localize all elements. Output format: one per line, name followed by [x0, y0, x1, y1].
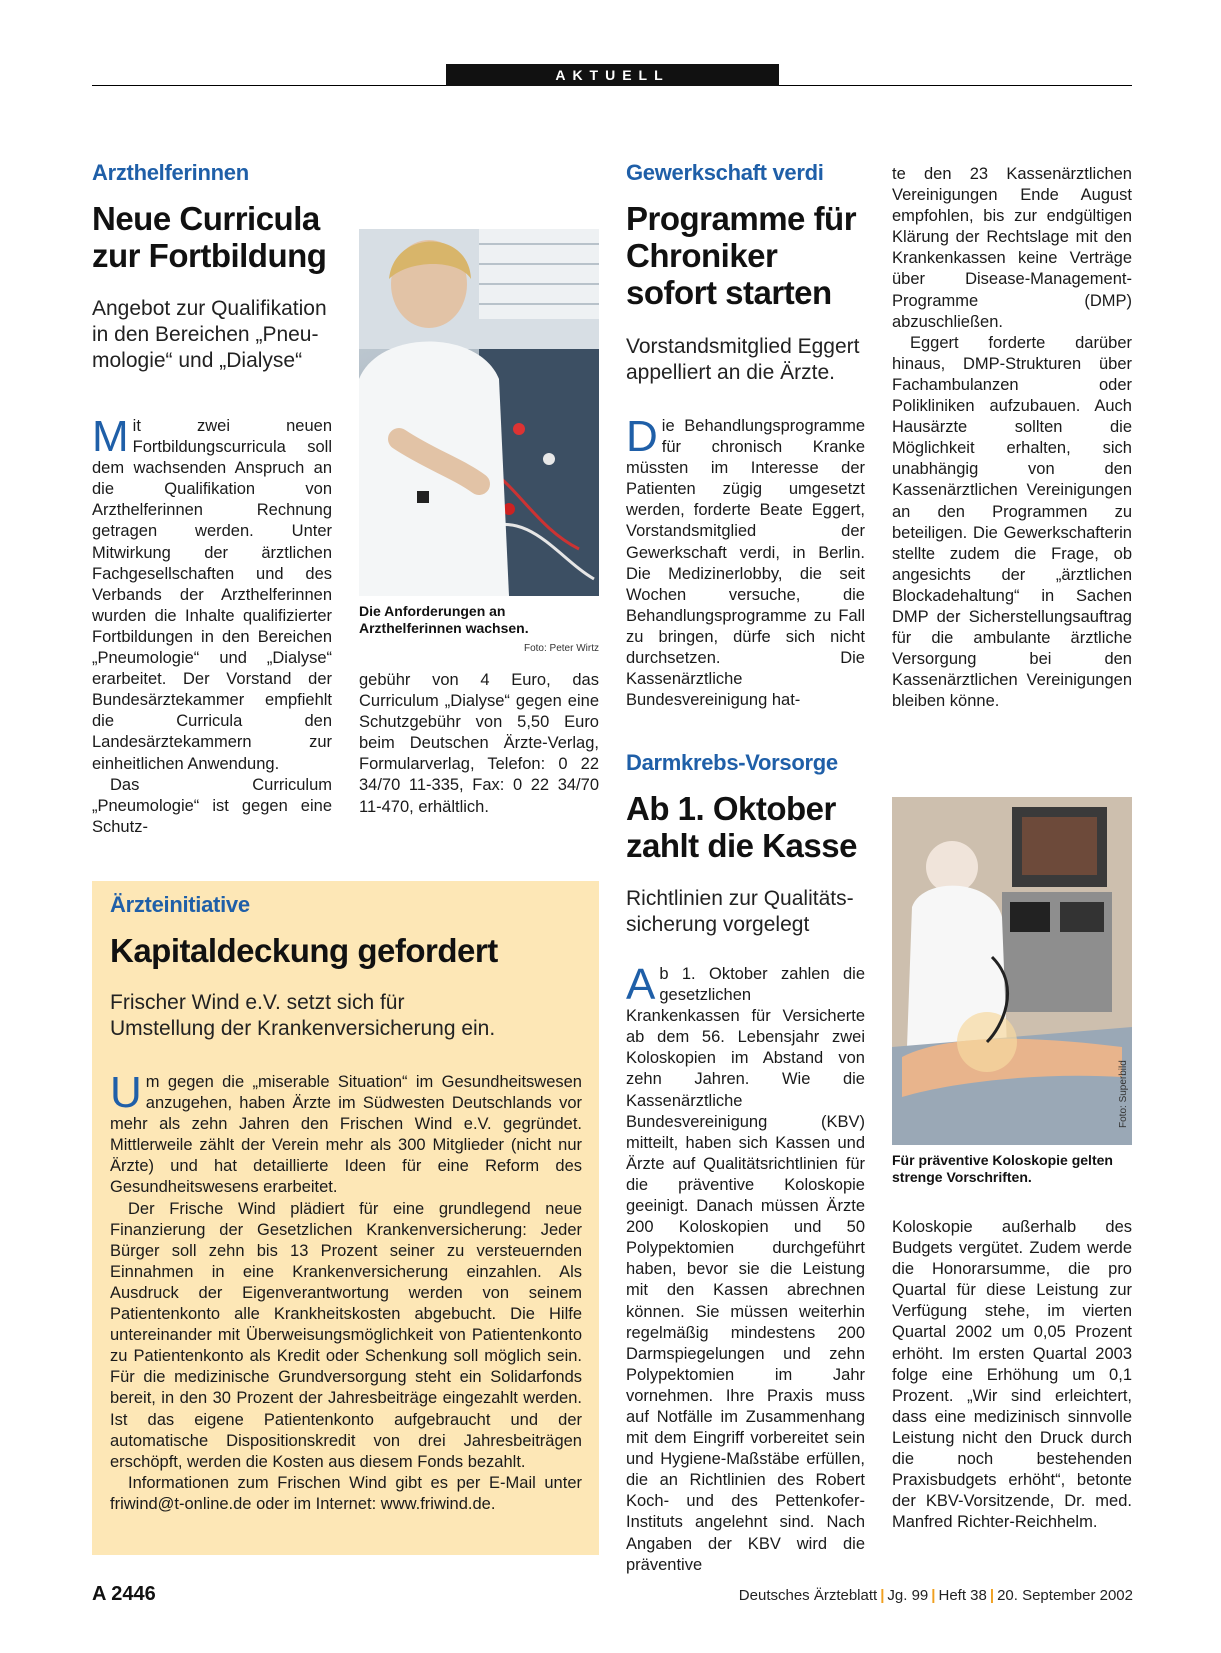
article3-paragraph: Informationen zum Frischen Wind gibt es per E-Mail unter friwind@t-online.de oder im Internet: www.friwind.de.: [110, 1473, 582, 1513]
article2-headline-line: Chroniker: [626, 237, 778, 274]
article1-photo-credit: Foto: Peter Wirtz: [523, 643, 599, 654]
journal-name: Deutsches Ärzteblatt: [738, 1587, 878, 1604]
article2-paragraph: Eggert forderte darüber hinaus, DMP-Strukturen über Fachambulanzen oder Polikliniken aufzubauen. Auch Hausärzte sollten die Möglichkeit erhalten, sich unabhängig von den Kassenärztlichen Vereinigungen an den Programmen zu beteiligen. Die Gewerkschafterin stellte zudem die Frage, ob angesichts der „ärztlichen Blockadehaltung“ in Sachen DMP der Sicherstellungsauftrag für die ambulante ärztliche Versorgung bei den Kassenärztlichen Vereinigungen bleiben könne.: [892, 333, 1132, 711]
article1-deck-line: Angebot zur Qualifikation: [92, 297, 327, 320]
article2-body-col2: [892, 164, 1132, 712]
article3-headline: Kapitaldeckung gefordert: [110, 932, 498, 969]
page-number: A 2446: [92, 1583, 156, 1605]
article4-body-col1: [626, 960, 865, 1576]
article4-body-col2: [892, 1217, 1132, 1533]
section-label: AKTUELL: [446, 64, 779, 86]
article1-headline-line: Neue Curricula: [92, 200, 320, 237]
arzthelferin-photo: [359, 229, 599, 596]
article3-deck-line: Umstellung der Krankenversicherung ein.: [110, 1017, 496, 1040]
article1-deck-line: in den Bereichen „Pneu-: [92, 323, 319, 346]
article4-paragraph: b 1. Oktober zahlen die gesetzlichen Krankenkassen für Versicherte ab dem 56. Lebensjahr zwei Koloskopien im Abstand von zehn Jahren. Wie die Kassenärztliche Bundesvereinigung (KBV) mitteilt, haben sich Kassen und Ärzte auf Qualitätsrichtlinien für die präventive Koloskopie geeinigt. Danach müssen Ärzte 200 Koloskopien und 50 Polypektomien durchgeführt haben, bevor sie die Leistung mit den Kassen abrechnen können. Sie müssen weiterhin regelmäßig mindestens 200 Darmspiegelungen und zehn Polypektomien im Jahr vornehmen. Ihre Praxis muss auf Notfälle im Zusammenhang mit dem Eingriff vorbereitet sein und Hygiene-Maßstäbe erfüllen, die an Richtlinien des Robert Koch- und des Pettenkofer-Instituts angelehnt sind. Nach Angaben der KBV wird die präventive: [626, 965, 865, 1574]
article2-kicker: Gewerkschaft verdi: [626, 160, 824, 185]
article3-deck: [110, 990, 590, 1042]
article2-paragraph: ie Behandlungsprogramme für chronisch Kranke müssten im Interesse der Patienten zügig umgesetzt werden, forderte Beate Eggert, Vorstandsmitglied der Gewerkschaft verdi, in Berlin. Die Medizinerlobby, die seit Wochen versuche, die Behandlungsprogramme zu Fall zu bringen, dürfe sich nicht durchsetzen. Die Kassenärztliche Bundesvereinigung hat-: [626, 417, 865, 710]
journal-date: 20. September 2002: [997, 1587, 1133, 1604]
footer-separator: |: [989, 1587, 995, 1604]
article1-deck: [92, 296, 352, 374]
article4-headline: [626, 790, 876, 864]
article2-headline-line: Programme für: [626, 200, 857, 237]
article1-deck-line: mologie“ und „Dialyse“: [92, 349, 303, 372]
journal-volume: Jg. 99: [887, 1587, 929, 1604]
koloskopie-photo: [892, 797, 1132, 1145]
article1-body-col1: [92, 412, 332, 838]
article2-headline: [626, 200, 876, 311]
article2-paragraph: te den 23 Kassenärztlichen Vereinigungen Ende August empfohlen, bis zur endgültigen Klärung der Rechtslage mit den Krankenkassen keine Verträge über Disease-Management-Programme (DMP) abzuschließen.: [892, 165, 1132, 331]
article1-headline-line: zur Fortbildung: [92, 237, 327, 274]
article4-dropcap: A: [626, 960, 656, 1009]
article4-deck-line: sicherung vorgelegt: [626, 913, 810, 936]
article4-headline-line: zahlt die Kasse: [626, 827, 857, 864]
article1-dropcap: M: [92, 412, 129, 461]
article3-kicker: Ärzteinitiative: [110, 892, 250, 917]
article2-body-col1: [626, 412, 865, 711]
article3-body: [110, 1068, 582, 1515]
article1-kicker: Arzthelferinnen: [92, 160, 249, 185]
article4-photo-credit: Foto: Superbild: [1118, 1060, 1129, 1128]
article3-dropcap: U: [110, 1068, 142, 1117]
article3-deck-line: Frischer Wind e.V. setzt sich für: [110, 991, 405, 1014]
article2-deck-line: Vorstandsmitglied Eggert: [626, 335, 860, 358]
article3-paragraph: m gegen die „miserable Situation“ im Gesundheitswesen anzugehen, haben Ärzte im Südwesten Deutschlands vor mehr als zehn Jahren den Frischen Wind e.V. gegründet. Mittlerweile zählt der Verein mehr als 300 Mitglieder (nicht nur Ärzte) und hat detaillierte Ideen für eine Reform des Gesundheitswesens erarbeitet.: [110, 1073, 582, 1197]
footer-separator: |: [931, 1587, 936, 1604]
article2-deck: [626, 334, 876, 386]
article2-headline-line: sofort starten: [626, 274, 832, 311]
article1-paragraph: gebühr von 4 Euro, das Curriculum „Dialyse“ gegen eine Schutzgebühr von 5,50 Euro beim Deutschen Ärzte-Verlag, Formularverlag, Telefon: 0 22 34/70 11-335, Fax: 0 22 34/70 11-470, erhältlich.: [359, 671, 599, 816]
article4-deck-line: Richtlinien zur Qualitäts-: [626, 887, 854, 910]
article4-headline-line: Ab 1. Oktober: [626, 790, 836, 827]
article3-paragraph: Der Frische Wind plädiert für eine grundlegend neue Finanzierung der Gesetzlichen Krankenversicherung: Jeder Bürger soll zehn bis 13 Prozent seiner zu versteuernden Einnahmen in eine Krankenversicherung einzahlen. Als Ausdruck der Eigenverantwortung werden von seinem Patientenkonto alle Krankheitskosten abgebucht. Die Hilfe untereinander mit Überweisungsmöglichkeit von Patientenkonto zu Patientenkonto als Kredit oder Schenkung soll möglich sein. Für die medizinische Grundversorgung steht ein Solidarfonds bereit, in den 30 Prozent der Jahresbeiträge eingezahlt werden. Ist das eigene Patientenkonto aufgebraucht und der automatische Dispositionskredit von drei Jahresbeiträgen erschöpft, werden die Kosten aus diesem Fonds bezahlt.: [110, 1199, 582, 1471]
article1-paragraph: Das Curriculum „Pneumologie“ ist gegen eine Schutz-: [92, 775, 332, 836]
article2-deck-line: appelliert an die Ärzte.: [626, 361, 835, 384]
article1-photo-caption: [359, 603, 599, 657]
footer-separator: |: [880, 1587, 885, 1604]
article2-dropcap: D: [626, 412, 658, 461]
journal-issue: Heft 38: [938, 1587, 987, 1604]
article1-paragraph: it zwei neuen Fortbildungscurricula soll dem wachsenden Anspruch an die Qualifikation von Arzthelferinnen Rechnung getragen werden. Unter Mitwirkung der ärztlichen Fachgesellschaften und des Verbands der Arzthelferinnen wurden die Inhalte qualifizierter Fortbildungen in den Bereichen „Pneumologie“ und „Dialyse“ erarbeitet. Der Vorstand der Bundesärztekammer empfiehlt die Curricula den Landesärztekammern zur einheitlichen Anwendung.: [92, 417, 332, 773]
article4-deck: [626, 886, 876, 938]
article4-photo-caption: Für präventive Koloskopie gelten strenge Vorschriften.: [892, 1152, 1113, 1185]
article4-paragraph: Koloskopie außerhalb des Budgets vergütet. Zudem werde die Honorarsumme, die pro Quartal für diese Leistung zur Verfügung stehe, im vierten Quartal 2002 um 0,05 Prozent erhöht. Im ersten Quartal 2003 folge eine Erhöhung um 0,1 Prozent. „Wir sind erleichtert, dass eine medizinisch sinnvolle Leistung nicht den Druck durch die noch bestehenden Praxisbudgets erhöht“, betonte der KBV-Vorsitzende, Dr. med. Manfred Richter-Reichhelm.: [892, 1218, 1132, 1532]
article1-caption-text: Die Anforderungen an Arzthelferinnen wachsen.: [359, 603, 529, 636]
footer-citation: [739, 1587, 1133, 1604]
article1-headline: [92, 200, 352, 274]
article1-body-col2: [359, 670, 599, 818]
article4-kicker: Darmkrebs-Vorsorge: [626, 750, 838, 775]
